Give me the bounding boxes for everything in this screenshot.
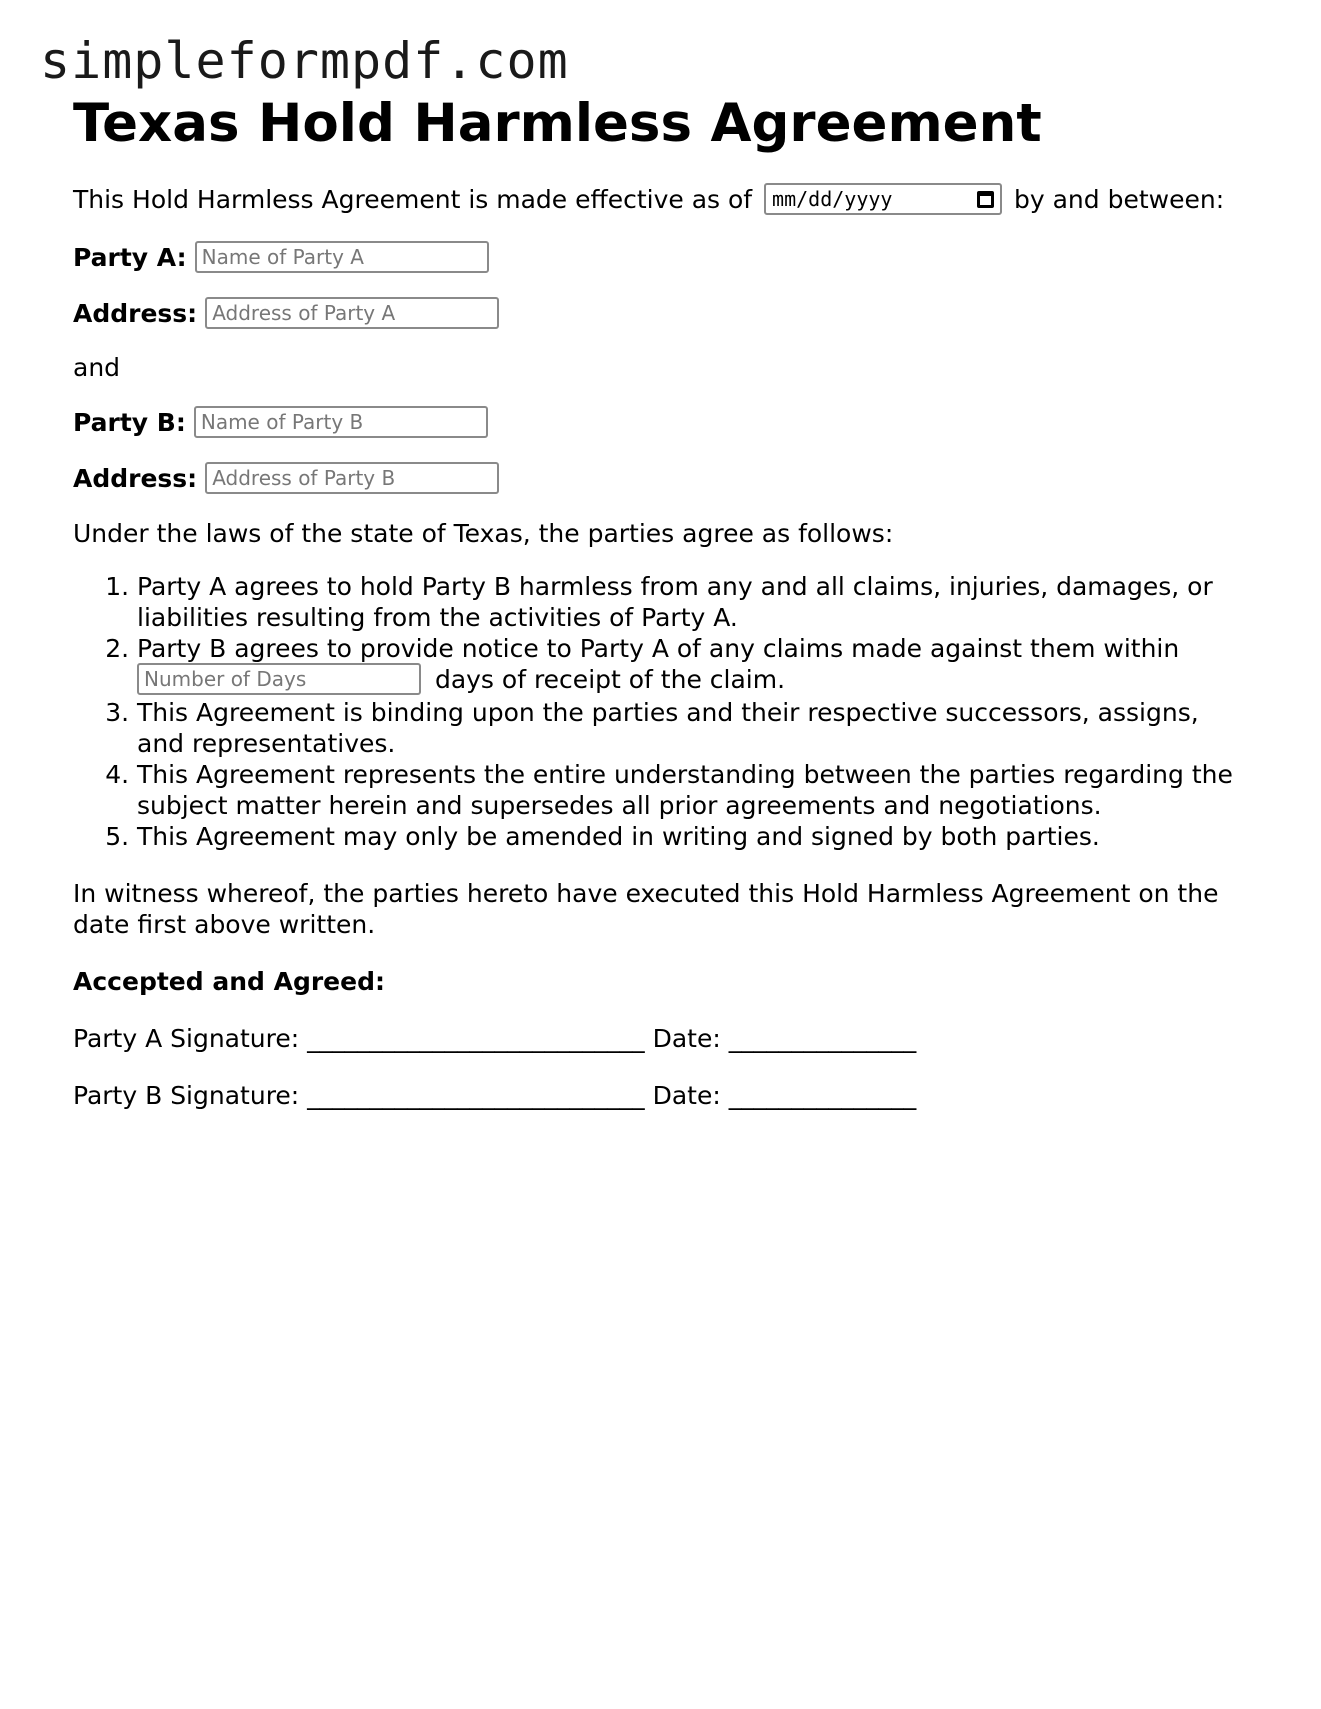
intro-text-after: by and between: — [1014, 185, 1225, 214]
effective-date-input[interactable] — [764, 183, 1002, 215]
intro-text-before: This Hold Harmless Agreement is made effective as of — [73, 185, 753, 214]
party-a-signature-line: Party A Signature: ___________________________ Date: _______________ — [73, 1024, 917, 1053]
term-item-3: 3. This Agreement is binding upon the parties and their respective successors, assigns, and representatives. — [137, 697, 1253, 759]
term-item-5: 5. This Agreement may only be amended in writing and signed by both parties. — [137, 821, 1253, 852]
under-laws-text: Under the laws of the state of Texas, the parties agree as follows: — [73, 519, 894, 548]
intro-paragraph — [73, 181, 1253, 218]
witness-paragraph: In witness whereof, the parties hereto have executed this Hold Harmless Agreement on the date first above written. — [73, 879, 1219, 939]
party-a-address-label: Address: — [73, 298, 198, 328]
party-a-label: Party A: — [73, 242, 187, 272]
party-b-address-row — [73, 461, 1253, 495]
accepted-heading: Accepted and Agreed: — [73, 967, 385, 996]
term-item-4: 4. This Agreement represents the entire understanding between the parties regarding the subject matter herein and supersedes all prior agreements and negotiations. — [137, 759, 1253, 821]
party-a-name-input[interactable] — [195, 241, 489, 273]
party-a-name-row — [73, 240, 1253, 274]
document-body — [73, 92, 1253, 1111]
party-b-name-row — [73, 405, 1253, 439]
watermark: simpleformpdf.com — [40, 32, 569, 90]
term-item-2-text-after: days of receipt of the claim. — [434, 665, 786, 694]
terms-list — [73, 571, 1253, 852]
term-item-2 — [137, 633, 1253, 697]
party-b-signature-line: Party B Signature: ___________________________ Date: _______________ — [73, 1081, 917, 1110]
date-placeholder: mm/dd/yyyy — [772, 186, 893, 211]
term-item-2-text-before: Party B agrees to provide notice to Party A of any claims made against them within — [137, 634, 1180, 663]
party-b-label: Party B: — [73, 407, 186, 437]
party-a-address-row — [73, 296, 1253, 330]
calendar-icon[interactable] — [977, 191, 994, 208]
and-text: and — [73, 353, 121, 382]
party-a-address-input[interactable] — [205, 297, 499, 329]
party-b-address-input[interactable] — [205, 462, 499, 494]
party-b-name-input[interactable] — [194, 406, 488, 438]
party-b-address-label: Address: — [73, 463, 198, 493]
number-of-days-input[interactable] — [137, 663, 421, 695]
page-title: Texas Hold Harmless Agreement — [73, 93, 1042, 154]
term-item-1: 1. Party A agrees to hold Party B harmless from any and all claims, injuries, damages, or liabilities resulting from the activities of Party A. — [137, 571, 1253, 633]
